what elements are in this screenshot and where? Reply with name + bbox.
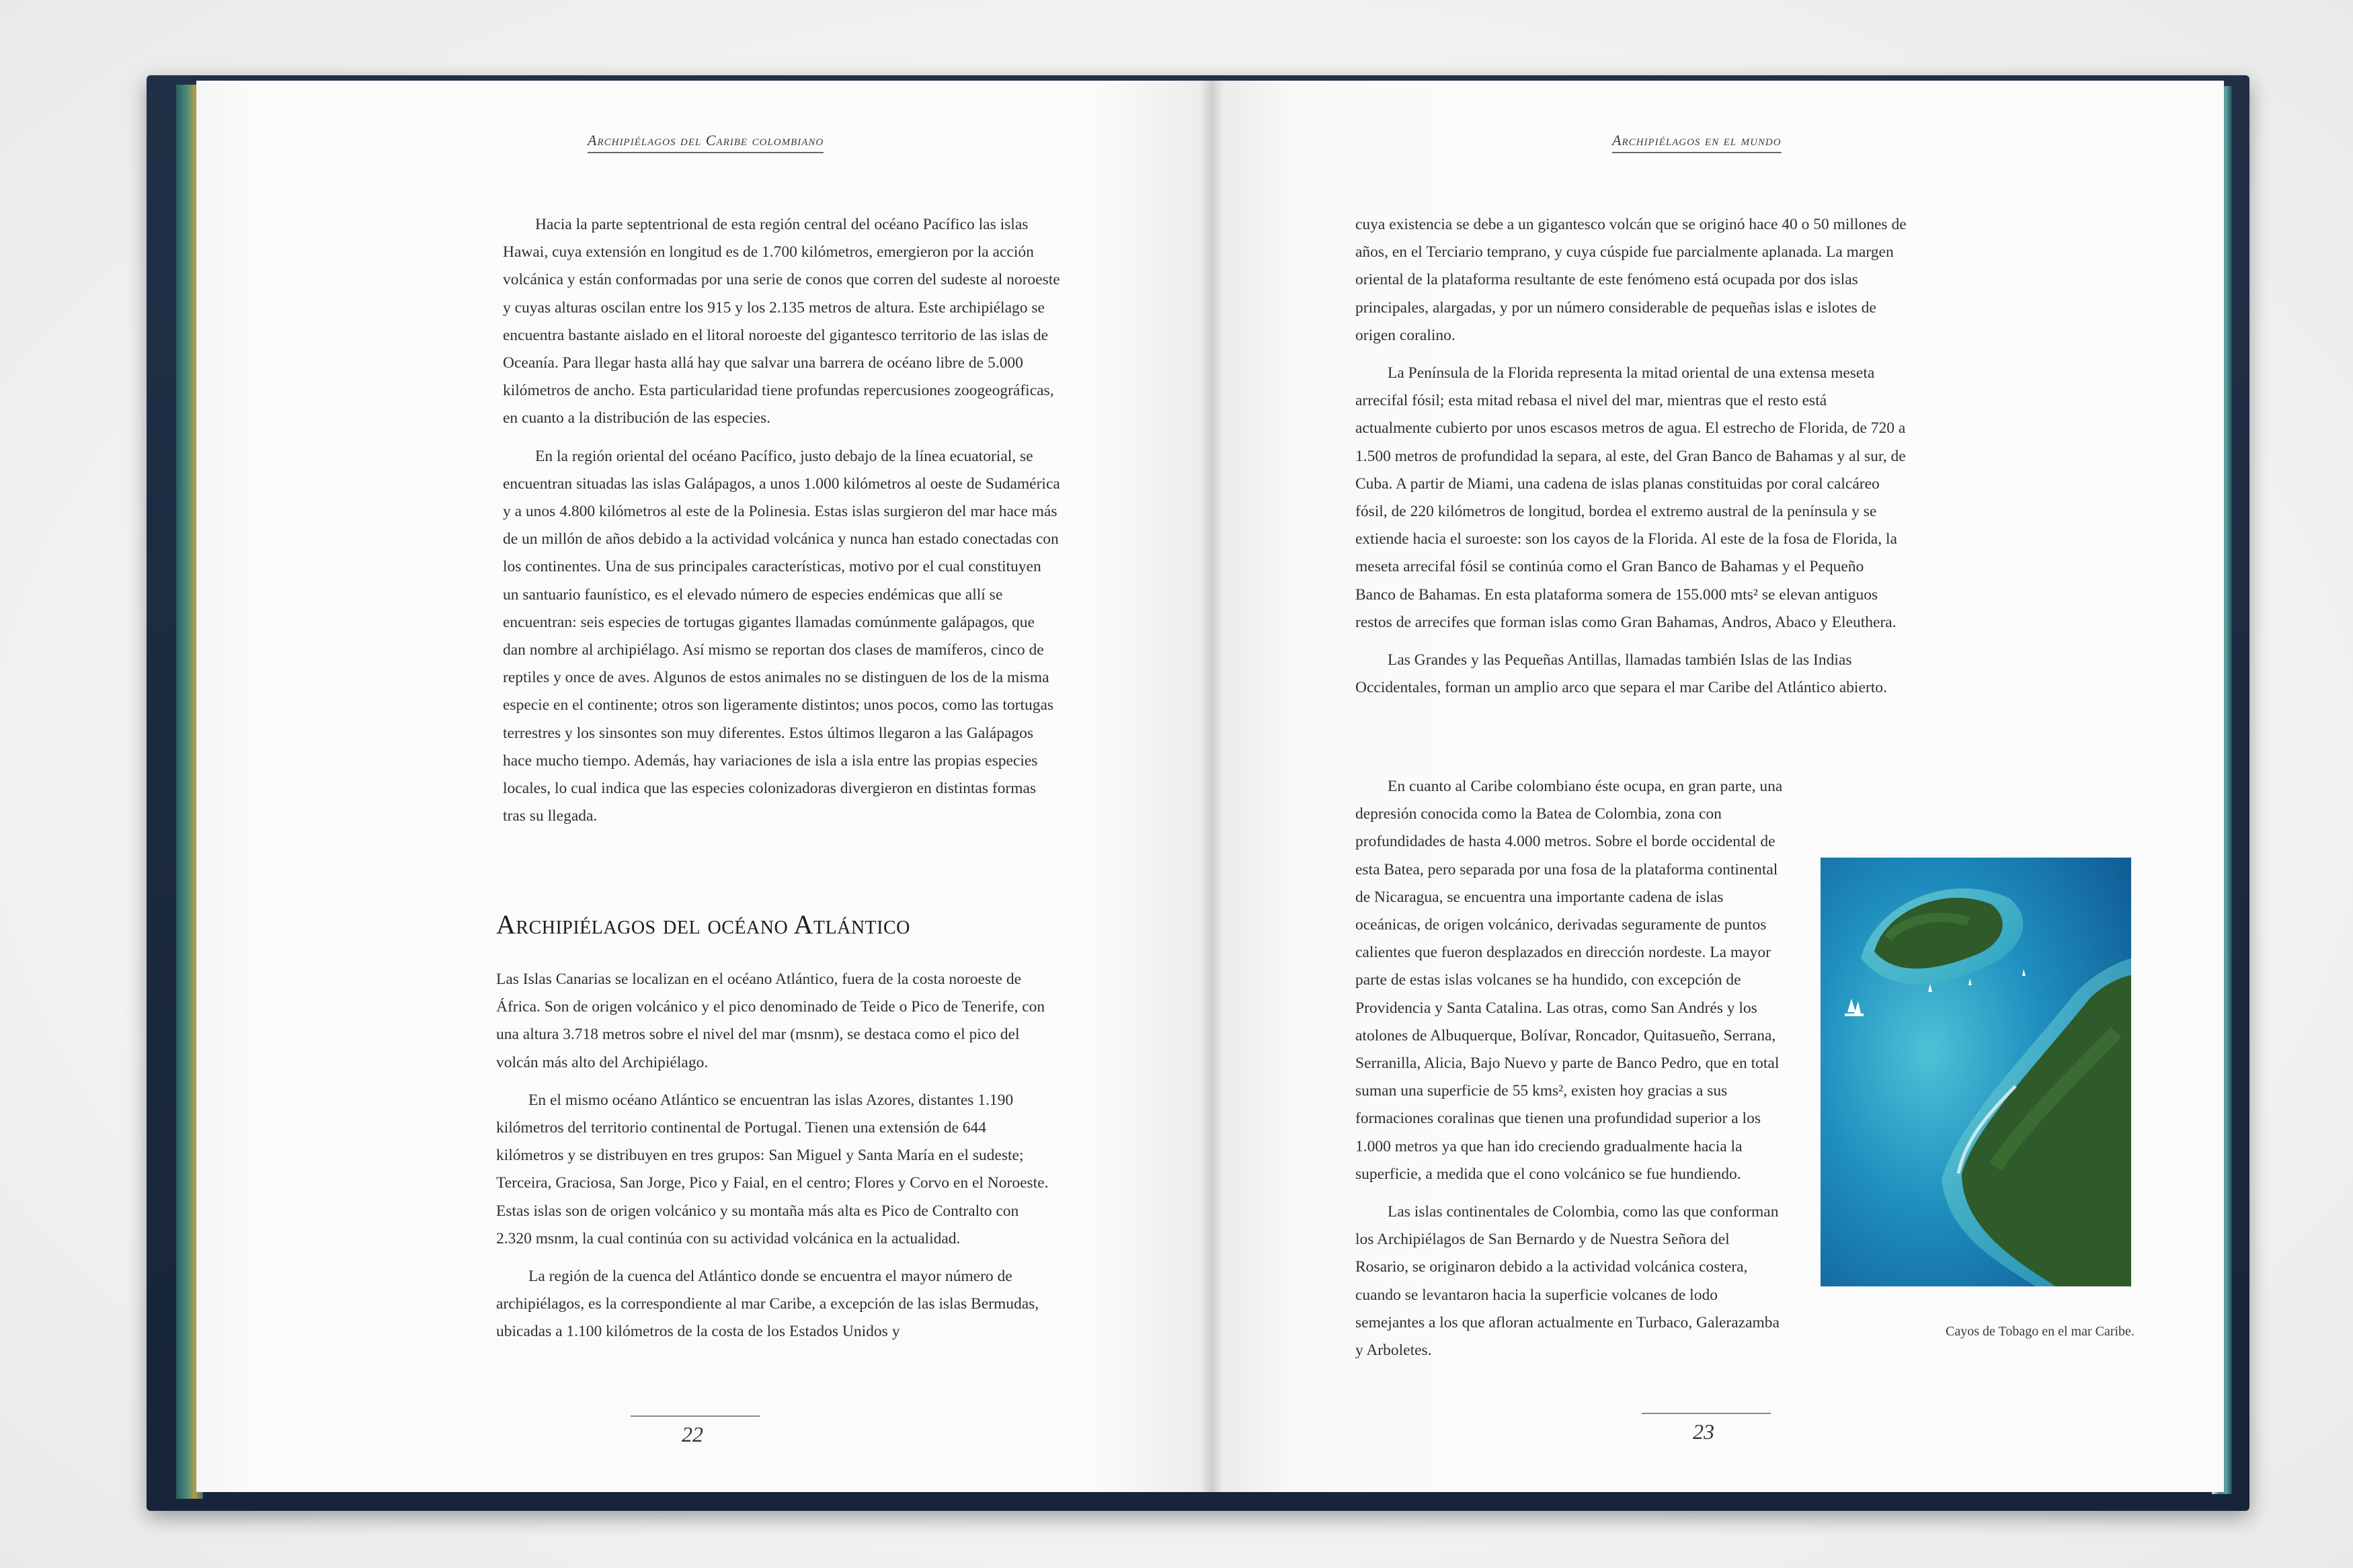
right-page-number: 23 xyxy=(1693,1419,1714,1444)
aerial-island-image xyxy=(1821,858,2131,1286)
photo-caption: Cayos de Tobago en el mar Caribe. xyxy=(1946,1324,2135,1339)
paragraph-antillas: Las Grandes y las Pequeñas Antillas, llamadas también Islas de las Indias Occidentales, forman un amplio arco que separa el mar Caribe del Atlántico abierto. xyxy=(1355,651,1887,697)
left-text-bottom xyxy=(496,966,1051,1356)
right-folio-rule xyxy=(1642,1413,1771,1414)
section-title: Archipiélagos del océano Atlántico xyxy=(496,909,910,940)
paragraph-caribe: La región de la cuenca del Atlántico donde se encuentra el mayor número de archipiélagos, es la correspondiente al mar Caribe, a excepción de las islas Bermudas, ubicadas a 1.100 kilómetros de la costa de los Estados Unidos y xyxy=(496,1268,1039,1341)
left-page-number: 22 xyxy=(682,1422,703,1446)
right-text-wrap xyxy=(1355,773,1786,1374)
right-text-top xyxy=(1355,211,1907,712)
paragraph-canarias: Las Islas Canarias se localizan en el océano Atlántico, fuera de la costa noroeste de África. Son de origen volcánico y el pico denominado de Teide o Pico de Tenerife, con una altura 3.718 metros sobre el nivel del mar (msnm), se destaca como el pico del volcán más alto del Archipiélago. xyxy=(496,971,1045,1071)
paragraph-florida: La Península de la Florida representa la mitad oriental de una extensa meseta arrecifal fósil; esta mitad rebasa el nivel del mar, mientras que el resto está actualmente cubierto por unos escasos metros de agua. El estrecho de Florida, de 720 a 1.500 metros de profundidad la separa, al este, del Gran Banco de Bahamas y al sur, de Cuba. A partir de Miami, una cadena de islas planas constituidas por coral calcáreo fósil, de 220 kilómetros de longitud, bordea el extremo austral de la península y se extiende hacia el suroeste: son los cayos de la Florida. Al este de la fosa de Florida, la meseta arrecifal fósil se continúa como el Gran Banco de Bahamas y el Pequeño Banco de Bahamas. En esta plataforma somera de 155.000 mts² se elevan antiguos restos de arrecifes que forman islas como Gran Bahamas, Andros, Abaco y Eleuthera. xyxy=(1355,364,1906,631)
paragraph-azores: En el mismo océano Atlántico se encuentran las islas Azores, distantes 1.190 kilómetros del territorio continental de Portugal. Tienen una extensión de 644 kilómetros y se distribuyen en tres grupos: San Miguel y Santa María en el sudeste; Terceira, Graciosa, San Jorge, Pico y Faial, en el centro; Flores y Corvo en el Noroeste. Estas islas son de origen volcánico y su montaña más alta es Pico de Contralto con 2.320 msnm, la cual continúa con su actividad volcánica en la actualidad. xyxy=(496,1091,1049,1247)
right-running-head: Archipiélagos en el mundo xyxy=(1612,132,1782,153)
aerial-photo-tobago xyxy=(1821,858,2131,1286)
book-gutter xyxy=(1199,81,1222,1492)
paragraph-hawai: Hacia la parte septentrional de esta región central del océano Pacífico las islas Hawai, cuya extensión en longitud es de 1.700 kilómetros, emergieron por la acción volcánica y están conformadas por una serie de conos que corren del sudeste al noroeste y cuyas alturas oscilan entre los 915 y los 2.135 metros de altura. Este archipiélago se encuentra bastante aislado en el litoral noroeste del gigantesco territorio de las islas de Oceanía. Para llegar hasta allá hay que salvar una barrera de océano libre de 5.000 kilómetros de ancho. Esta particularidad tiene profundas repercusiones zoogeográficas, en cuanto a la distribución de las especies. xyxy=(503,216,1060,427)
paragraph-islas-continentales: Las islas continentales de Colombia, como las que conforman los Archipiélagos de San Bernardo y de Nuestra Señora del Rosario, se originaron debido a la actividad volcánica costera, cuando se levantaron hacia la superficie volcanes de lodo semejantes a los que afloran actualmente en Turbaco, Galerazamba y Arboletes. xyxy=(1355,1203,1780,1360)
left-running-head: Archipiélagos del Caribe colombiano xyxy=(588,132,824,153)
left-text-top xyxy=(503,211,1061,840)
paragraph-caribe-colombiano: En cuanto al Caribe colombiano éste ocupa, en gran parte, una depresión conocida como la Batea de Colombia, zona con profundidades de hasta 4.000 metros. Sobre el borde occidental de esta Batea, pero separada por una fosa de la plataforma continental de Nicaragua, se encuentra una importante cadena de islas oceánicas, de origen volcánico, derivadas seguramente de puntos calientes que fueron desplazados en dirección nordeste. La mayor parte de estas islas volcanes se ha hundido, con excepción de Providencia y Santa Catalina. Las otras, como San Andrés y los atolones de Albuquerque, Bolívar, Roncador, Quitasueño, Serrana, Serranilla, Alicia, Bajo Nuevo y parte de Banco Pedro, que en total suman una superficie de 55 kms², existen hoy gracias a sus formaciones coralinas que tienen una profundidad superior a los 1.000 metros ya que han ido creciendo gradualmente hacia la superficie, a medida que el cono volcánico se fue hundiendo. xyxy=(1355,778,1783,1183)
paragraph-galapagos: En la región oriental del océano Pacífico, justo debajo de la línea ecuatorial, se encuentran situadas las islas Galápagos, a unos 1.000 kilómetros al oeste de Sudamérica y a unos 4.800 kilómetros al este de la Polinesia. Estas islas surgieron del mar hace más de un millón de años debido a la actividad volcánica y nunca han estado conectadas con los continentes. Una de sus principales características, motivo por el cual constituyen un santuario faunístico, es el elevado número de especies endémicas que allí se encuentran: seis especies de tortugas gigantes llamadas comúnmente galápagos, que dan nombre al archipiélago. Así mismo se reportan dos clases de mamíferos, cinco de reptiles y once de aves. Algunos de estos animales no se distinguen de los de la misma especie en el continente; otros son ligeramente distintos; unos pocos, como las tortugas terrestres y los sinsontes son muy diferentes. Estos últimos llegaron a las Galápagos hace mucho tiempo. Además, hay variaciones de isla a isla entre las propias especies locales, lo cual indica que las especies colonizadoras divergieron en distintas formas tras su llegada. xyxy=(503,447,1060,825)
left-folio-rule xyxy=(631,1415,760,1417)
paragraph-bahamas-cont: cuya existencia se debe a un gigantesco volcán que se originó hace 40 o 50 millones de años, en el Terciario temprano, y cuya cúspide fue parcialmente aplanada. La margen oriental de la plataforma resultante de este fenómeno está ocupada por dos islas principales, alargadas, y por un número considerable de pequeñas islas e islotes de origen coralino. xyxy=(1355,216,1907,344)
